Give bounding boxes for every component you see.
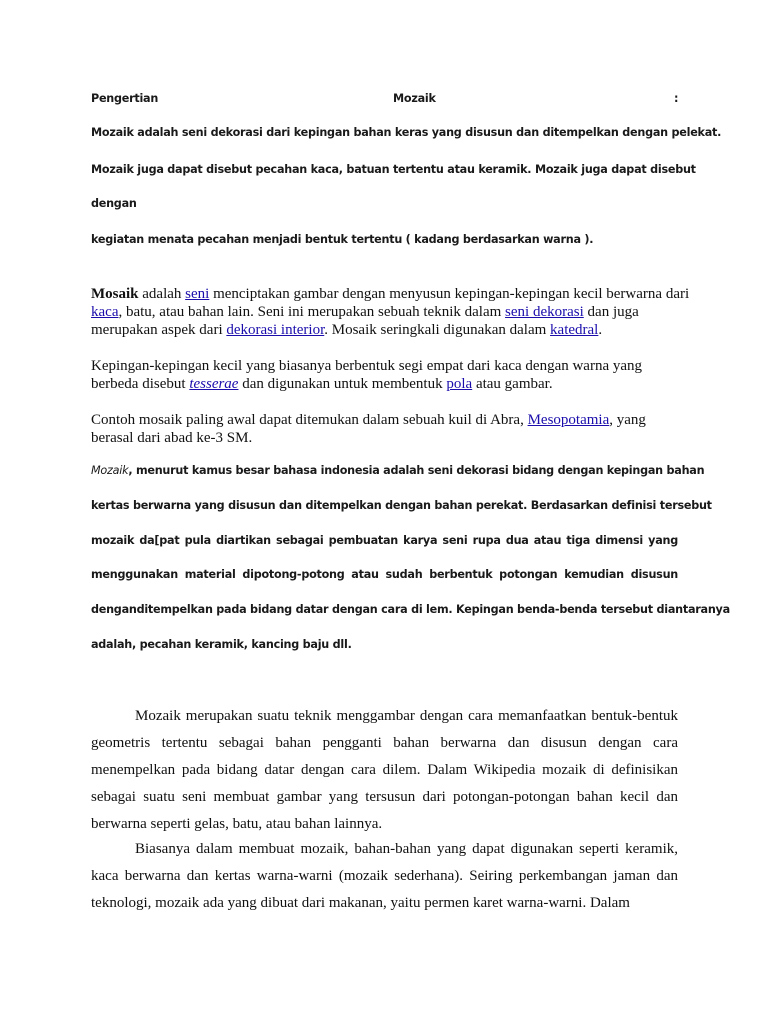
wiki-p1-text: .: [598, 322, 603, 338]
wiki-paragraph-3: [91, 411, 651, 447]
term-mosaik: Mosaik: [91, 286, 139, 302]
wiki-p1-text: . Mosaik seringkali digunakan dalam: [324, 322, 551, 338]
kbbi-term-mozaik: Mozaik: [91, 464, 129, 477]
wiki-paragraph-1: [91, 285, 691, 339]
wiki-p3-text: Contoh mosaik paling awal dapat ditemukan dalam sebuah kuil di Abra,: [91, 412, 528, 428]
wiki-p1-text: dan juga merupakan aspek dari: [91, 304, 639, 338]
kbbi-line-1: [91, 464, 705, 477]
link-dekorasi-interior[interactable]: dekorasi interior: [226, 322, 325, 338]
link-kaca[interactable]: kaca: [91, 304, 119, 320]
intro-line-3: dengan: [91, 197, 137, 210]
kbbi-line-1-text: , menurut kamus besar bahasa indonesia adalah seni dekorasi bidang dengan kepingan bahan: [128, 464, 705, 477]
kbbi-line-6: adalah, pecahan keramik, kancing baju dll.: [91, 638, 352, 651]
kbbi-line-4: menggunakan material dipotong-potong atau sudah berbentuk potongan kemudian disusun: [91, 568, 678, 581]
essay-paragraph-2: Biasanya dalam membuat mozaik, bahan-bahan yang dapat digunakan seperti keramik, kaca berwarna dan kertas warna-warni (mozaik sederhana). Seiring perkembangan jaman dan teknologi, mozaik ada yang dibuat dari makanan, yaitu permen karet warna-warni. Dalam: [91, 841, 678, 911]
intro-line-2: Mozaik juga dapat disebut pecahan kaca, batuan tertentu atau keramik. Mozaik juga dapat disebut: [91, 163, 696, 176]
link-seni-dekorasi[interactable]: seni dekorasi: [505, 304, 584, 320]
wiki-p1-text: adalah: [138, 286, 186, 302]
intro-line-1: Mozaik adalah seni dekorasi dari kepingan bahan keras yang disusun dan ditempelkan dengan pelekat.: [91, 126, 722, 139]
link-mesopotamia[interactable]: Mesopotamia: [527, 412, 610, 428]
essay-paragraph-1: Mozaik merupakan suatu teknik menggambar dengan cara memanfaatkan bentuk-bentuk geometris tertentu sebagai bahan pengganti bahan berwarna dan disusun dengan cara menempelkan pada bidang datar dengan cara dilem. Dalam Wikipedia mozaik di definisikan sebagai suatu seni membuat gambar yang tersusun dari potongan-potongan bahan kecil dan berwarna seperti gelas, batu, atau bahan lainnya.: [91, 708, 678, 832]
kbbi-line-2: kertas berwarna yang disusun dan ditempelkan dengan bahan perekat. Berdasarkan definisi tersebut: [91, 499, 712, 512]
kbbi-line-3: mozaik da[pat pula diartikan sebagai pembuatan karya seni rupa dua atau tiga dimensi yang: [91, 534, 678, 547]
heading-colon: :: [674, 92, 679, 105]
kbbi-line-5: denganditempelkan pada bidang datar dengan cara di lem. Kepingan benda-benda tersebut diantaranya: [91, 603, 730, 616]
heading-pengertian: Pengertian: [91, 92, 159, 105]
wiki-p2-text: dan digunakan untuk membentuk: [238, 376, 447, 392]
link-katedral[interactable]: katedral: [550, 322, 599, 338]
wiki-p2-text: Kepingan-kepingan kecil yang biasanya berbentuk segi empat dari kaca dengan warna yang berbeda disebut: [91, 358, 643, 392]
wiki-p1-text: menciptakan gambar dengan menyusun kepingan-kepingan kecil berwarna dari: [209, 286, 690, 302]
link-tesserae[interactable]: tesserae: [189, 376, 239, 392]
wiki-p3-text: , yang berasal dari abad ke-3 SM.: [91, 412, 646, 446]
link-pola[interactable]: pola: [446, 376, 473, 392]
wiki-paragraph-2: [91, 357, 691, 393]
heading-mozaik: Mozaik: [393, 92, 436, 105]
wiki-p1-text: , batu, atau bahan lain. Seni ini merupakan sebuah teknik dalam: [118, 304, 506, 320]
link-seni[interactable]: seni: [185, 286, 210, 302]
intro-line-4: kegiatan menata pecahan menjadi bentuk tertentu ( kadang berdasarkan warna ).: [91, 233, 594, 246]
wiki-p2-text: atau gambar.: [472, 376, 553, 392]
